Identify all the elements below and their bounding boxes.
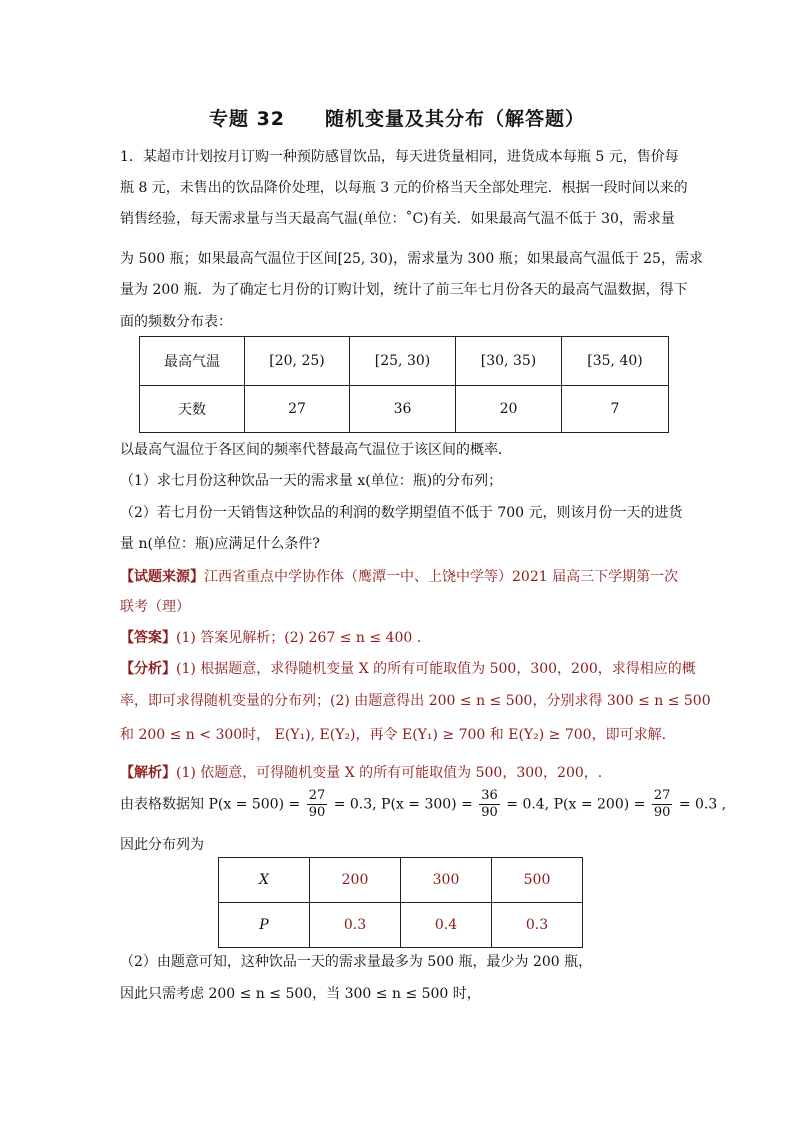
fraction-denominator: 90	[308, 805, 326, 820]
table-cell: X	[219, 858, 310, 903]
fraction-denominator: 90	[481, 805, 498, 820]
table-row	[140, 386, 669, 433]
fraction-numerator: 36	[481, 788, 498, 803]
solution-line-4: （2）由题意可知，这种饮品一天的需求量最多为 500 瓶，最少为 200 瓶，	[120, 954, 593, 970]
table-cell: 300	[401, 858, 492, 903]
frequency-table	[139, 336, 669, 433]
question-2-line-2: 量 n(单位：瓶)应满足什么条件?	[120, 536, 320, 552]
problem-line-6: 面的频数分布表：	[120, 314, 232, 330]
problem-line-5: 量为 200 瓶．为了确定七月份的订购计划，统计了前三年七月份各天的最高气温数据，得下	[120, 282, 688, 298]
source-line-2: 联考（理）	[120, 599, 190, 615]
table-cell: 0.3	[492, 903, 583, 948]
source-tag: 【试题来源】	[120, 569, 204, 585]
solution-tag: 【解析】	[120, 765, 176, 781]
table-cell: 天数	[140, 386, 245, 433]
table-note: 以最高气温位于各区间的频率代替最高气温位于该区间的概率．	[120, 442, 512, 458]
question-2-line-1: （2）若七月份一天销售这种饮品的利润的数学期望值不低于 700 元，则该月份一天的进货	[120, 505, 683, 521]
solution-line-3: 因此分布列为	[120, 837, 204, 853]
analysis-line-1	[120, 658, 696, 678]
table-cell: [20, 25)	[245, 337, 350, 386]
fraction-1	[307, 788, 328, 821]
table-cell: 20	[456, 386, 562, 433]
problem-line-1: 1．某超市计划按月订购一种预防感冒饮品，每天进货量相同，进货成本每瓶 5 元，售价每	[120, 149, 679, 165]
table-cell: [35, 40)	[562, 337, 669, 386]
problem-line-4: 为 500 瓶；如果最高气温位于区间[25, 30)，需求量为 300 瓶；如果最高气温低于 25，需求	[120, 251, 703, 267]
answer-text: (1) 答案见解析；(2) 267 ≤ n ≤ 400 .	[176, 630, 422, 646]
solution-line-5: 因此只需考虑 200 ≤ n ≤ 500，当 300 ≤ n ≤ 500 时，	[120, 986, 481, 1002]
table-cell: 36	[350, 386, 456, 433]
analysis-text: (1) 根据题意，求得随机变量 X 的所有可能取值为 500，300，200，求得相应的概	[176, 661, 696, 677]
page-title: 专题 32 随机变量及其分布（解答题）	[208, 108, 586, 130]
table-row	[219, 903, 583, 948]
table-cell: P	[219, 903, 310, 948]
prob-300-label: = 0.3, P(x = 300) =	[333, 796, 473, 813]
solution-line-2	[120, 788, 726, 821]
question-1: （1）求七月份这种饮品一天的需求量 x(单位：瓶)的分布列；	[120, 473, 503, 489]
prob-end: = 0.3 ,	[678, 796, 727, 813]
solution-prefix: 由表格数据知	[120, 796, 204, 813]
answer-line	[120, 627, 421, 647]
fraction-2	[479, 788, 500, 821]
table-cell: 0.4	[401, 903, 492, 948]
table-cell: 0.3	[310, 903, 401, 948]
distribution-table	[218, 857, 583, 948]
table-cell: 500	[492, 858, 583, 903]
table-cell: 最高气温	[140, 337, 245, 386]
table-row	[140, 337, 669, 386]
table-cell: 27	[245, 386, 350, 433]
prob-200-label: = 0.4, P(x = 200) =	[506, 796, 646, 813]
table-cell: [25, 30)	[350, 337, 456, 386]
fraction-denominator: 90	[653, 805, 671, 820]
table-cell: 7	[562, 386, 669, 433]
table-cell: 200	[310, 858, 401, 903]
problem-line-3: 销售经验，每天需求量与当天最高气温(单位：˚C)有关．如果最高气温不低于 30，需求量	[120, 211, 675, 227]
fraction-numerator: 27	[308, 788, 326, 803]
analysis-line-3: 和 200 ≤ n < 300时， E(Y₁), E(Y₂)，再令 E(Y₁) ≥ 700 和 E(Y₂) ≥ 700，即可求解.	[120, 727, 667, 743]
source-text: 江西省重点中学协作体（鹰潭一中、上饶中学等）2021 届高三下学期第一次	[204, 569, 679, 585]
analysis-line-2: 率，即可求得随机变量的分布列；(2) 由题意得出 200 ≤ n ≤ 500，分别求得 300 ≤ n ≤ 500	[120, 693, 711, 709]
table-row	[219, 858, 583, 903]
solution-line-1	[120, 762, 602, 782]
analysis-tag: 【分析】	[120, 661, 176, 677]
table-cell: [30, 35)	[456, 337, 562, 386]
source-line-1	[120, 566, 678, 586]
prob-500-label: P(x = 500) =	[208, 796, 301, 813]
answer-tag: 【答案】	[120, 630, 176, 646]
fraction-3	[652, 788, 673, 821]
solution-text: (1) 依题意，可得随机变量 X 的所有可能取值为 500，300，200，.	[176, 765, 603, 781]
fraction-numerator: 27	[653, 788, 671, 803]
problem-line-2: 瓶 8 元，未售出的饮品降价处理，以每瓶 3 元的价格当天全部处理完．根据一段时间以来的	[120, 180, 688, 196]
